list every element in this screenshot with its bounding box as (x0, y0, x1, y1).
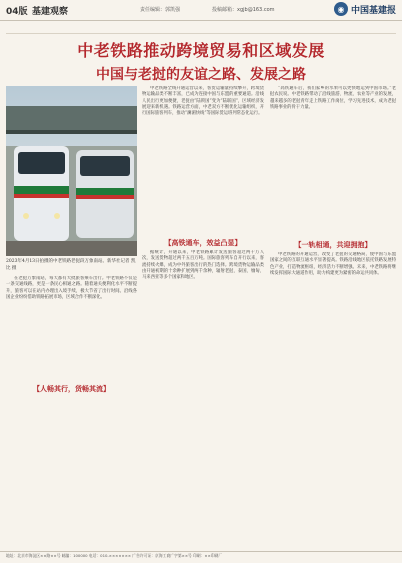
logo-icon: ◉ (334, 2, 348, 16)
subheading-2: 【人畅其行，货畅其流】 (33, 384, 110, 393)
page-header (0, 0, 402, 21)
article-column-0 (6, 276, 137, 376)
photo-caption: 2023年4月13日拍摄的中老铁路老挝段万象南站。新华社记者 凯比 摄 (6, 259, 136, 271)
paragraph: “高铁通车后，我们家乡的水果可以更快地运到中国市场。”老挝农民说。中老铁路带动了沿线旅游、物流、农业等产业的发展，越来越多的老挝青年走上铁路工作岗位，学习先进技术，成为老挝铁路事业的骨干力量。 (270, 86, 396, 110)
newspaper-logo (334, 2, 396, 16)
subheading-3: 【一轨相通，共迎拥抱】 (294, 240, 372, 249)
subheading-1: 【高铁通车，效益凸显】 (164, 238, 242, 247)
submission-email: 投稿邮箱：xgjb@163.com (212, 7, 275, 13)
editor-credit: 责任编辑：郭凯强 (140, 7, 181, 13)
paragraph: 中老铁路全线开通运营以来，客货运输量持续攀升，跨境货物运输品类不断丰富，已成为连接中国与东盟的重要通道。沿线人民出行更加便捷，老挝由“陆锁国”变为“陆联国”，区域经济发展迎来新机遇。铁路运营方面，中老双方不断优化运输组织，开行国际旅客列车，推动“澜湄快线”等国际货运班列常态化运行。 (142, 86, 264, 117)
paragraph: 在老挝万象南站，每天都有大批旅客乘车出行。中老铁路不仅是一条交通线路，更是一条民心相通之路。随着通关便利化水平不断提升，旅客可以在站内办理出入境手续，极大节省了出行时间。沿线各国企业纷纷借助铁路拓展市场，区域合作不断深化。 (6, 276, 137, 300)
article-headline (0, 38, 402, 84)
header-divider (6, 33, 396, 34)
train-station-image (6, 86, 137, 256)
paragraph: 中老铁路的开通运营，改变了老挝的交通格局，使中国与东盟国家之间的互联互通水平显著提高。铁路沿线地区依托铁路发展特色产业，打造物流枢纽，经济活力不断增强。未来，中老铁路将继续发挥国际大通道作用，助力构建更为紧密的命运共同体。 (270, 252, 396, 276)
section-name: 基建观察 (32, 7, 69, 17)
train-photo (6, 86, 137, 256)
article-column-3 (270, 86, 396, 238)
article-column-1 (142, 86, 264, 236)
sub-title: 中国与老挝的友谊之路、发展之路 (96, 67, 306, 83)
article-column-2 (142, 250, 264, 390)
paragraph: 据统计，开通以来，中老铁路累计发送旅客超过两千万人次，发送货物超过两千五百万吨。国际旅客列车自开行以来，客流持续火爆，成为中外旅客出行的热门选择。跨境货物运输品类由开通初期的十余种扩展到两千余种，辐射老挝、泰国、缅甸、马来西亚等多个国家和地区。 (142, 250, 264, 281)
main-title: 中老铁路推动跨境贸易和区域发展 (77, 41, 325, 60)
page-number: 04版 (6, 7, 28, 17)
page-footer: 地址：北京市海淀区××路××号 邮编：100000 电话：010-××××××× 广告许可证：京海工商广字第××号 印刷：××印刷厂 (0, 551, 402, 560)
logo-text: 中国基建报 (350, 5, 396, 16)
article-column-5 (270, 252, 396, 547)
